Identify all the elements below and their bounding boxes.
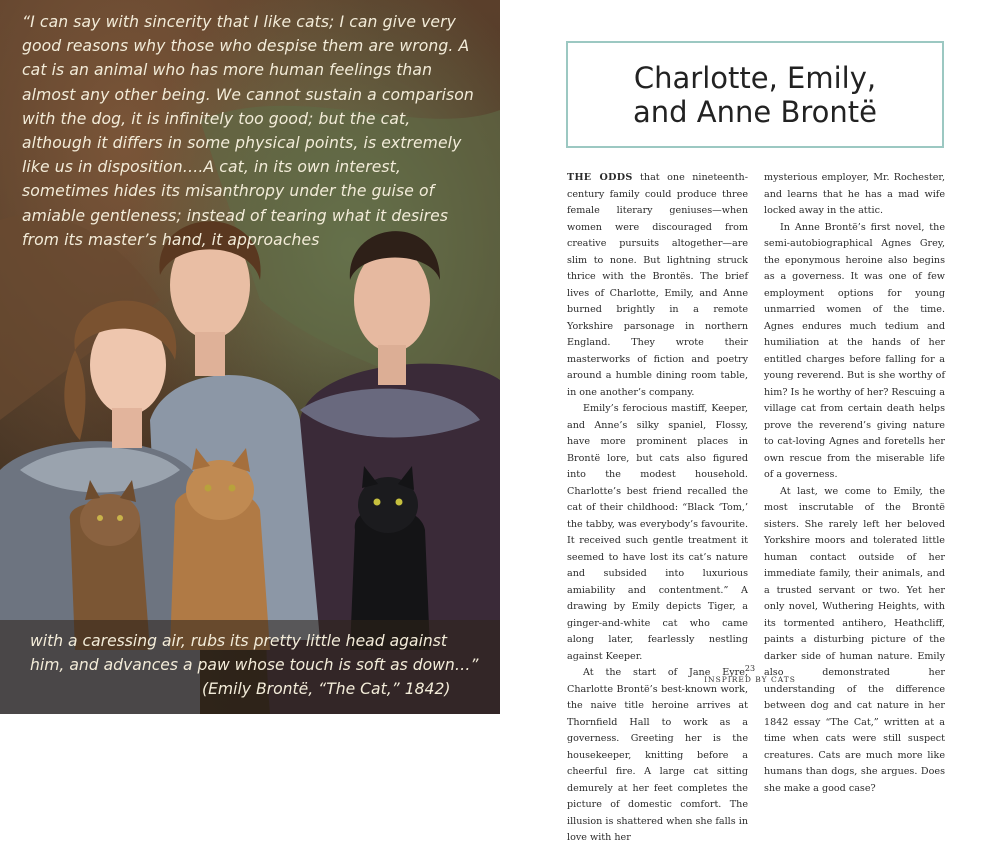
- body-paragraph: In Anne Brontë’s first novel, the semi-autobiographical Agnes Grey, the eponymous heroine also begins as a governess. It was one of few employment options for young unmarried women of the time. Agnes endures much tedium and humiliation at the hands of her entitled charges before falling for a young reverend. But is she worthy of him? Is he worthy of her? Rescuing a village cat from certain death helps prove the reverend’s giving nature to cat-loving Agnes and foretells her own rescue from the miserable life of a governess.: [764, 221, 945, 480]
- running-footer: INSPIRED BY CATS: [704, 675, 796, 684]
- quote-bottom-line: with a caressing air, rubs its pretty little head against: [30, 632, 448, 650]
- paragraph-text: that one nineteenth-century family could produce three female literary geniuses—when women were discouraged from creative pursuits altogether—are slim to none. But lightning struck thrice with the Brontës. The brief lives of Charlotte, Emily, and Anne burned brightly in a remote Yorkshire parsonage in northern England. They wrote their masterworks of fiction and poetry around a humble dining room table, in one another’s company.: [567, 172, 748, 398]
- body-paragraph: [567, 170, 748, 401]
- body-paragraph: mysterious employer, Mr. Rochester, and learns that he has a mad wife locked away in the attic.: [764, 172, 945, 216]
- text-column-left: [567, 170, 748, 847]
- text-column-right: [764, 170, 945, 797]
- lead-in: THE ODDS: [567, 172, 633, 183]
- title-box: [566, 41, 944, 148]
- body-paragraph: Emily’s ferocious mastiff, Keeper, and Anne’s silky spaniel, Flossy, have more prominent places in Brontë lore, but cats also figured into the modest household. Charlotte’s best friend recalled the cat of their childhood: “Black ‘Tom,’ the tabby, was everybody’s favourite. It received such gentle treatment it seemed to have lost its cat’s nature and subsided into luxurious amiability and contentment.” A drawing by Emily depicts Tiger, a ginger-and-white cat who came along later, fearlessly nestling against Keeper.: [567, 403, 748, 662]
- quote-top: “I can say with sincerity that I like cats; I can give very good reasons why those who despise them are wrong. A cat is an animal who has more human feelings than almost any other being. We cannot sustain a comparison with the dog, it is infinitely too good; but the cat, although it differs in some physical points, is extremely like us in disposition….A cat, in its own interest, sometimes hides its misanthropy under the guise of amiable gentleness; instead of tearing what it desires from its master’s hand, it approaches: [22, 13, 474, 249]
- body-paragraph: At the start of Jane Eyre, Charlotte Brontë’s best-known work, the naive title heroine arrives at Thornfield Hall to work as a governess. Greeting her is the housekeeper, knitting before a cheerful fire. A large cat sitting demurely at her feet completes the picture of domestic comfort. The illusion is shattered when she falls in love with her: [567, 667, 748, 843]
- quote-bottom: [30, 629, 490, 701]
- illustration-page: [0, 0, 500, 714]
- text-page: [500, 0, 1000, 843]
- quote-bottom-line: him, and advances a paw whose touch is soft as down…”: [30, 656, 479, 674]
- page-number: 23: [744, 664, 756, 673]
- body-paragraph: At last, we come to Emily, the most inscrutable of the Brontë sisters. She rarely left her beloved Yorkshire moors and tolerated little human contact outside of her immediate family, their animals, and a trusted servant or two. Yet her only novel, Wuthering Heights, with its tormented antihero, Heathcliff, paints a disturbing picture of the darker side of human nature. Emily also demonstrated her understanding of the difference between dog and cat nature in her 1842 essay “The Cat,” written at a time when cats were still suspect creatures. Cats are much more like humans than dogs, she argues. Does she make a good case?: [764, 485, 945, 794]
- chapter-title: Charlotte, Emily, and Anne Brontë: [633, 60, 877, 129]
- quote-citation: (Emily Brontë, “The Cat,” 1842): [202, 680, 451, 698]
